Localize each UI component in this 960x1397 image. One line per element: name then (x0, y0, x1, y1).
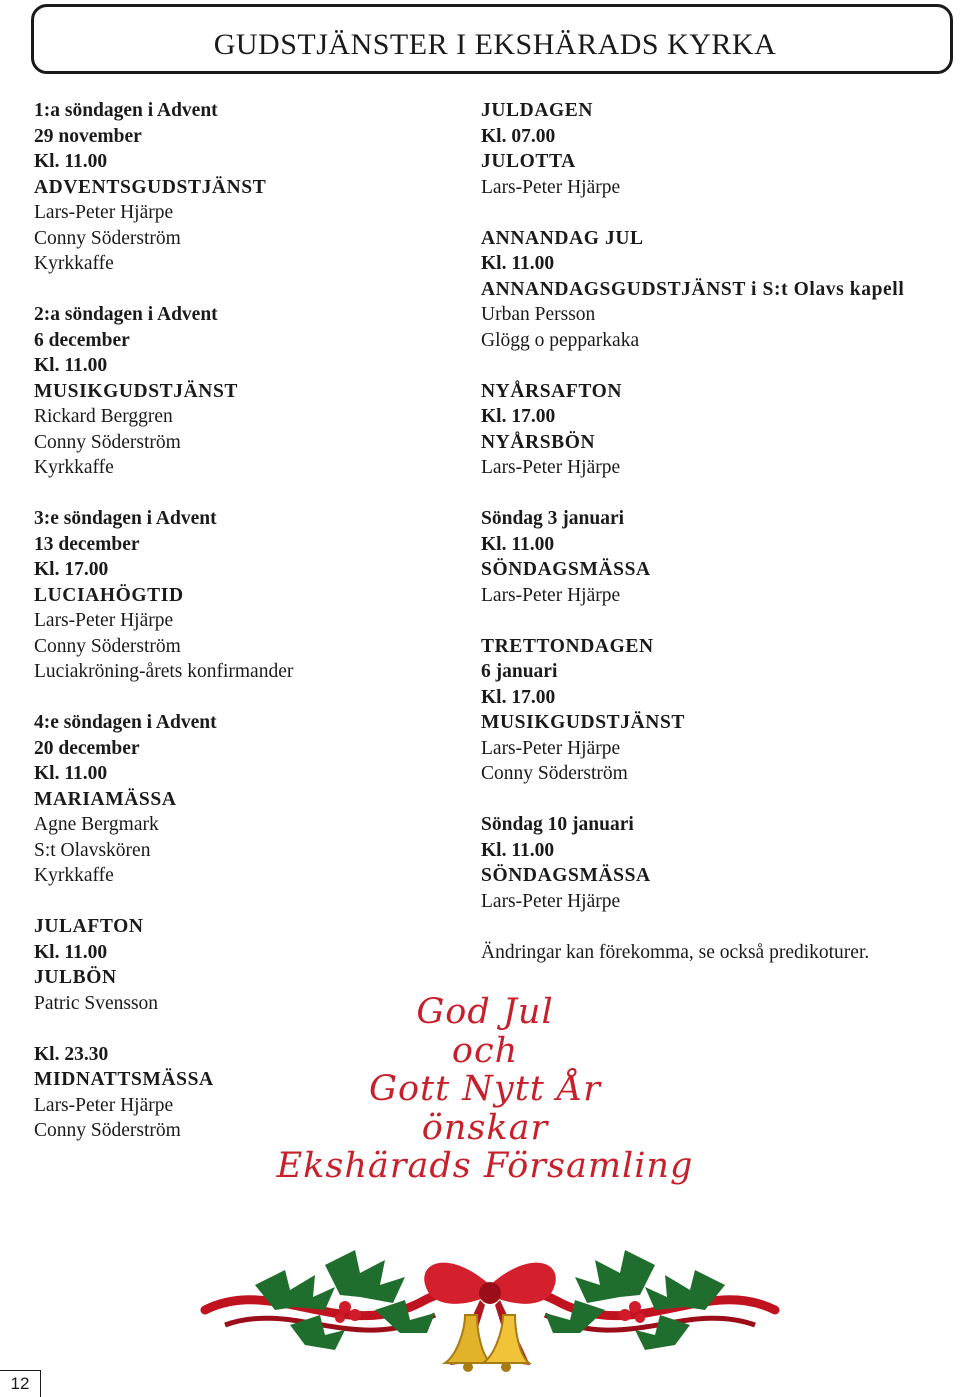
holly-leaves-left (255, 1250, 435, 1350)
service-line: Lars-Peter Hjärpe (481, 457, 621, 478)
service-line: 4:e söndagen i Advent (34, 712, 217, 733)
service-line: ANNANDAGSGUDSTJÄNST i S:t Olavs kapell (481, 278, 905, 300)
greeting-line: God Jul (416, 992, 554, 1032)
holly-garland-illustration (195, 1215, 785, 1396)
service-line: MARIAMÄSSA (34, 788, 177, 810)
page-number: 12 (0, 1370, 41, 1397)
service-line: Glögg o pepparkaka (481, 329, 640, 351)
christmas-greeting (240, 993, 730, 1186)
service-line: JULOTTA (481, 151, 576, 172)
notice (481, 940, 951, 966)
service-block (34, 710, 454, 889)
changes-notice: Ändringar kan förekomma, se också predikoturer. (481, 941, 870, 963)
service-line: Urban Persson (481, 304, 596, 325)
service-line: Kl. 11.00 (481, 253, 555, 274)
service-line: Kl. 17.00 (481, 406, 556, 427)
service-line: Kl. 11.00 (34, 763, 108, 784)
greeting-line: Ekshärads Församling (276, 1146, 694, 1186)
service-line: 13 december (34, 533, 140, 555)
service-line: Lars-Peter Hjärpe (34, 202, 174, 223)
service-line: SÖNDAGSMÄSSA (481, 865, 651, 886)
service-line: S:t Olavskören (34, 839, 151, 861)
service-line: Conny Söderström (34, 1120, 181, 1141)
service-block (34, 98, 454, 277)
service-line: Kl. 23.30 (34, 1043, 109, 1065)
service-line: Lars-Peter Hjärpe (481, 584, 621, 606)
service-line: NYÅRSBÖN (481, 431, 596, 453)
service-block (481, 379, 951, 481)
service-line: Kl. 07.00 (481, 125, 556, 147)
bow-illustration (424, 1263, 556, 1365)
service-line: Söndag 3 januari (481, 508, 625, 529)
service-line: Kyrkkaffe (34, 457, 114, 478)
service-line: Kl. 11.00 (481, 533, 555, 555)
service-line: Kl. 11.00 (34, 941, 108, 963)
service-line: 6 december (34, 329, 130, 351)
service-line: Kyrkkaffe (34, 865, 114, 886)
service-line: Lars-Peter Hjärpe (481, 176, 621, 198)
holly-leaves-right (545, 1250, 725, 1350)
service-line: JULDAGEN (481, 100, 594, 121)
service-line: 3:e söndagen i Advent (34, 508, 217, 529)
service-line: SÖNDAGSMÄSSA (481, 559, 651, 580)
bells-illustration (445, 1315, 529, 1372)
service-line: ANNANDAG JUL (481, 227, 644, 249)
service-block (34, 506, 454, 685)
page-title: GUDSTJÄNSTER I EKSHÄRADS KYRKA (213, 28, 777, 61)
service-line: MUSIKGUDSTJÄNST (34, 380, 239, 402)
service-block (481, 506, 951, 608)
service-line: Kyrkkaffe (34, 253, 114, 274)
service-line: 2:a söndagen i Advent (34, 304, 218, 325)
greeting-line: och (451, 1030, 519, 1071)
service-line: Kl. 17.00 (481, 686, 556, 708)
service-line: JULBÖN (34, 967, 117, 988)
service-block (481, 226, 951, 354)
service-line: Conny Söderström (481, 763, 628, 784)
service-block (34, 302, 454, 481)
service-line: Söndag 10 januari (481, 814, 634, 835)
greeting-line: önskar (421, 1107, 549, 1148)
service-line: 29 november (34, 125, 142, 147)
greeting-line: Gott Nytt År (369, 1069, 601, 1109)
service-line: Conny Söderström (34, 227, 181, 249)
service-line: Kl. 11.00 (481, 839, 555, 861)
service-line: Lars-Peter Hjärpe (34, 610, 174, 631)
service-line: Lars-Peter Hjärpe (481, 890, 621, 912)
service-line: 1:a söndagen i Advent (34, 100, 218, 121)
service-line: Rickard Berggren (34, 406, 173, 427)
service-block (481, 812, 951, 914)
service-line: 6 januari (481, 661, 558, 682)
service-line: TRETTONDAGEN (481, 635, 654, 657)
service-block (481, 98, 951, 200)
service-line: MIDNATTSMÄSSA (34, 1069, 214, 1090)
service-line: Conny Söderström (34, 431, 181, 453)
service-line: Lars-Peter Hjärpe (34, 1094, 174, 1116)
service-block (481, 634, 951, 787)
service-line: 20 december (34, 737, 140, 759)
service-line: JULAFTON (34, 916, 144, 937)
service-line: ADVENTSGUDSTJÄNST (34, 176, 267, 198)
right-column (481, 98, 951, 991)
service-line: LUCIAHÖGTID (34, 584, 184, 606)
service-line: Patric Svensson (34, 992, 159, 1014)
service-line: Kl. 11.00 (34, 151, 108, 172)
service-line: Lars-Peter Hjärpe (481, 737, 621, 759)
service-line: MUSIKGUDSTJÄNST (481, 712, 686, 733)
service-line: Kl. 17.00 (34, 559, 109, 580)
service-line: Conny Söderström (34, 635, 181, 657)
service-line: Luciakröning-årets konfirmander (34, 661, 294, 682)
service-line: NYÅRSAFTON (481, 380, 623, 402)
service-line: Kl. 11.00 (34, 355, 108, 376)
service-line: Agne Bergmark (34, 814, 159, 835)
